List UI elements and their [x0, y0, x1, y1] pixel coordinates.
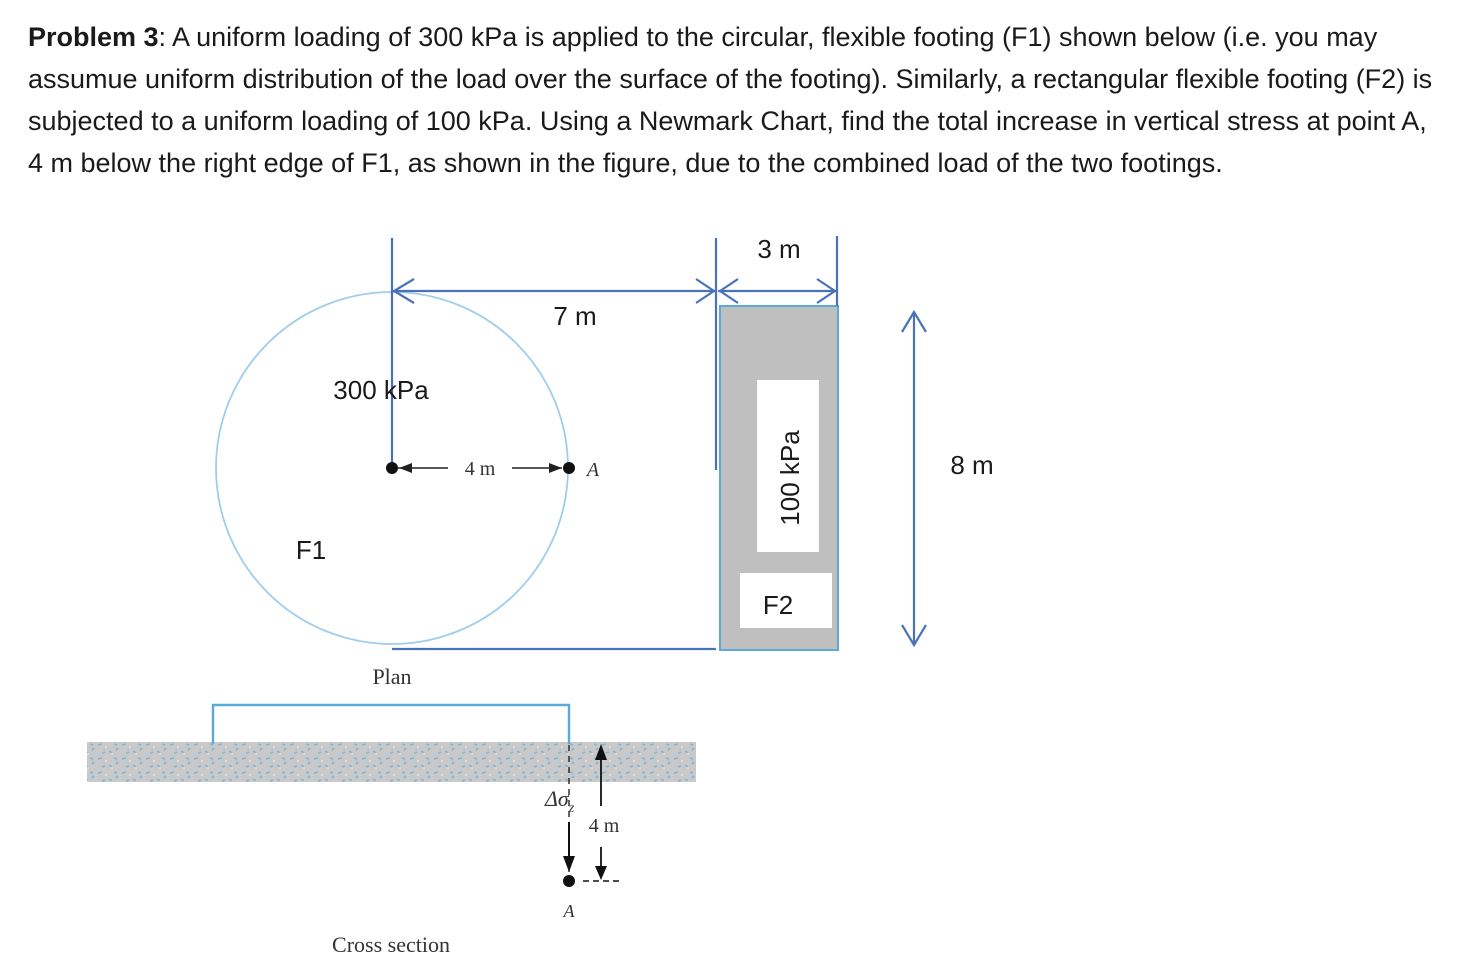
f1-label: F1 [295, 535, 327, 565]
f2-load-label: 100 kPa [775, 430, 805, 526]
point-a-plan-label: A [586, 459, 600, 481]
stress-arrowhead [563, 856, 575, 872]
problem-text: : A uniform loading of 300 kPa is applied to the circular, flexible footing (F1) shown below (i.e. you may assumue uniform distribution of the load over the surface of the footing). Similarly, a rectangular flexible footing (F2) is subjected to a uniform loading of 100 kPa. Using a Newmark Chart, find the total increase in vertical stress at point A, 4 m below the right edge of F1, as shown in the figure, due to the combined load of the two footings. [28, 22, 1433, 178]
footing-f1-cross-section [213, 705, 569, 744]
cross-section-label: Cross section [332, 932, 450, 957]
f2-label: F2 [762, 590, 794, 620]
radius-arrowhead-right [549, 463, 562, 473]
radius-arrowhead-left [399, 463, 412, 473]
plan-label: Plan [372, 664, 412, 689]
soil-surface [87, 742, 696, 782]
problem-heading: Problem 3 [28, 22, 159, 52]
dimension-3m-label: 3 m [757, 234, 801, 264]
dimension-8m-label: 8 m [950, 450, 994, 480]
stress-symbol: Δσ [545, 786, 569, 811]
radius-label: 4 m [464, 458, 496, 480]
center-point [386, 462, 398, 474]
stress-subscript: z [568, 801, 575, 816]
depth-arrowhead-down [595, 866, 607, 880]
stress-label [544, 786, 575, 816]
point-a-plan [563, 462, 575, 474]
dimension-7m-label: 7 m [553, 301, 597, 331]
depth-label: 4 m [588, 815, 620, 837]
f1-load-label: 300 kPa [333, 375, 429, 405]
point-a-section [563, 875, 575, 887]
point-a-section-label: A [563, 901, 575, 921]
